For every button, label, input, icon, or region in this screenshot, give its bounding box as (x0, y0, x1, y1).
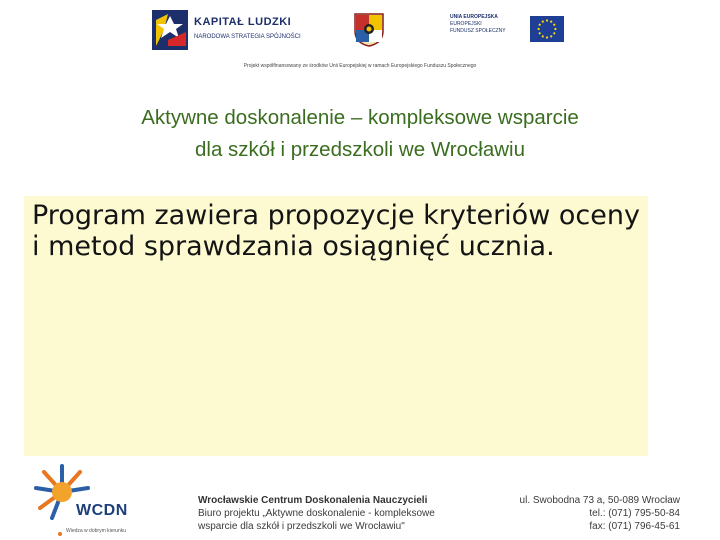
organization-line-2: Biuro projektu „Aktywne doskonalenie - kompleksowe (198, 508, 435, 519)
organization-block (198, 494, 488, 533)
footer (0, 458, 720, 540)
content-box (24, 196, 648, 456)
headline-line-2: dla szkół i przedszkoli we Wrocławiu (194, 138, 525, 161)
wcdn-name: WCDN (76, 502, 128, 519)
eu-flag-icon (530, 16, 564, 42)
ue-line-1: UNIA EUROPEJSKA (450, 14, 498, 20)
unia-europejska-logo (450, 14, 566, 46)
coat-of-arms-icon (354, 13, 384, 47)
kapital-ludzki-subtitle: NARODOWA STRATEGIA SPÓJNOŚCI (194, 34, 301, 40)
ue-line-2: EUROPEJSKI (450, 21, 482, 27)
wcdn-tagline-text: Wiedza w dobrym kierunku (66, 528, 127, 534)
wcdn-dot-icon (58, 532, 62, 536)
slide-headline (20, 102, 700, 166)
contact-address: ul. Swobodna 73 a, 50-089 Wrocław (519, 495, 680, 506)
content-text: Program zawiera propozycje kryteriów oceny i metod sprawdzania osiągnięć ucznia. (32, 200, 640, 262)
contact-fax: fax: (071) 796-45-61 (589, 521, 680, 532)
funding-note: Projekt współfinansowany ze środków Unii Europejskiej w ramach Europejskiego Funduszu Społecznego (243, 63, 477, 69)
organization-line-3: wsparcie dla szkół i przedszkoli we Wrocławiu" (198, 521, 405, 532)
ue-text-block (450, 14, 512, 35)
kapital-ludzki-emblem-icon (152, 10, 188, 50)
headline-line-1: Aktywne doskonalenie – kompleksowe wsparcie (141, 106, 579, 129)
kapital-ludzki-title: KAPITAŁ LUDZKI (194, 16, 292, 28)
wcdn-logo (32, 462, 140, 538)
contact-block (486, 494, 680, 533)
wcdn-tagline (58, 528, 126, 534)
logo-bar (0, 0, 720, 78)
organization-name: Wrocławskie Centrum Doskonalenia Nauczycieli (198, 495, 428, 506)
kapital-ludzki-logo (152, 10, 334, 52)
ue-line-3: FUNDUSZ SPOŁECZNY (450, 28, 506, 34)
contact-phone: tel.: (071) 795-50-84 (589, 508, 680, 519)
